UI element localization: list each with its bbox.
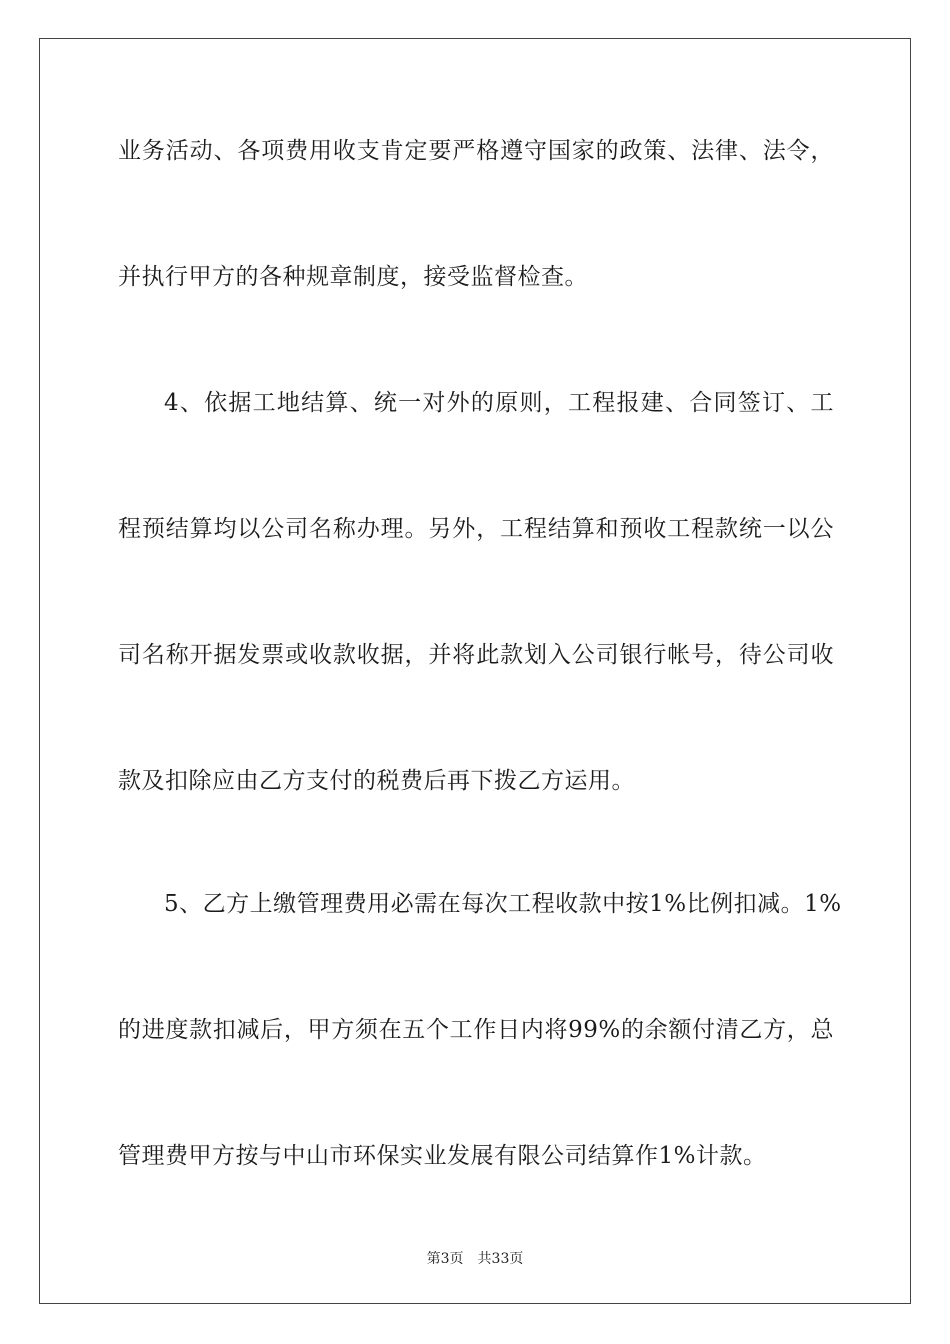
page-footer xyxy=(0,1250,950,1268)
text-line-9: 管理费甲方按与中山市环保实业发展有限公司结算作1%计款。 xyxy=(118,1143,767,1169)
total-pages-label: 共33页 xyxy=(477,1251,524,1267)
text-line-4: 程预结算均以公司名称办理。另外，工程结算和预收工程款统一以公 xyxy=(118,516,834,542)
page-border xyxy=(39,38,911,1304)
text-line-5: 司名称开据发票或收款收据，并将此款划入公司银行帐号，待公司收 xyxy=(118,642,834,668)
text-line-3: 4、依据工地结算、统一对外的原则，工程报建、合同签订、工 xyxy=(164,390,834,416)
text-line-1: 业务活动、各项费用收支肯定要严格遵守国家的政策、法律、法令， xyxy=(118,138,834,164)
text-line-8: 的进度款扣减后，甲方须在五个工作日内将99%的余额付清乙方，总 xyxy=(118,1017,834,1043)
text-line-7: 5、乙方上缴管理费用必需在每次工程收款中按1%比例扣减。1% xyxy=(164,891,842,917)
text-line-2: 并执行甲方的各种规章制度，接受监督检查。 xyxy=(118,264,588,290)
text-line-6: 款及扣除应由乙方支付的税费后再下拨乙方运用。 xyxy=(118,768,635,794)
current-page-label: 第3页 xyxy=(426,1251,464,1267)
